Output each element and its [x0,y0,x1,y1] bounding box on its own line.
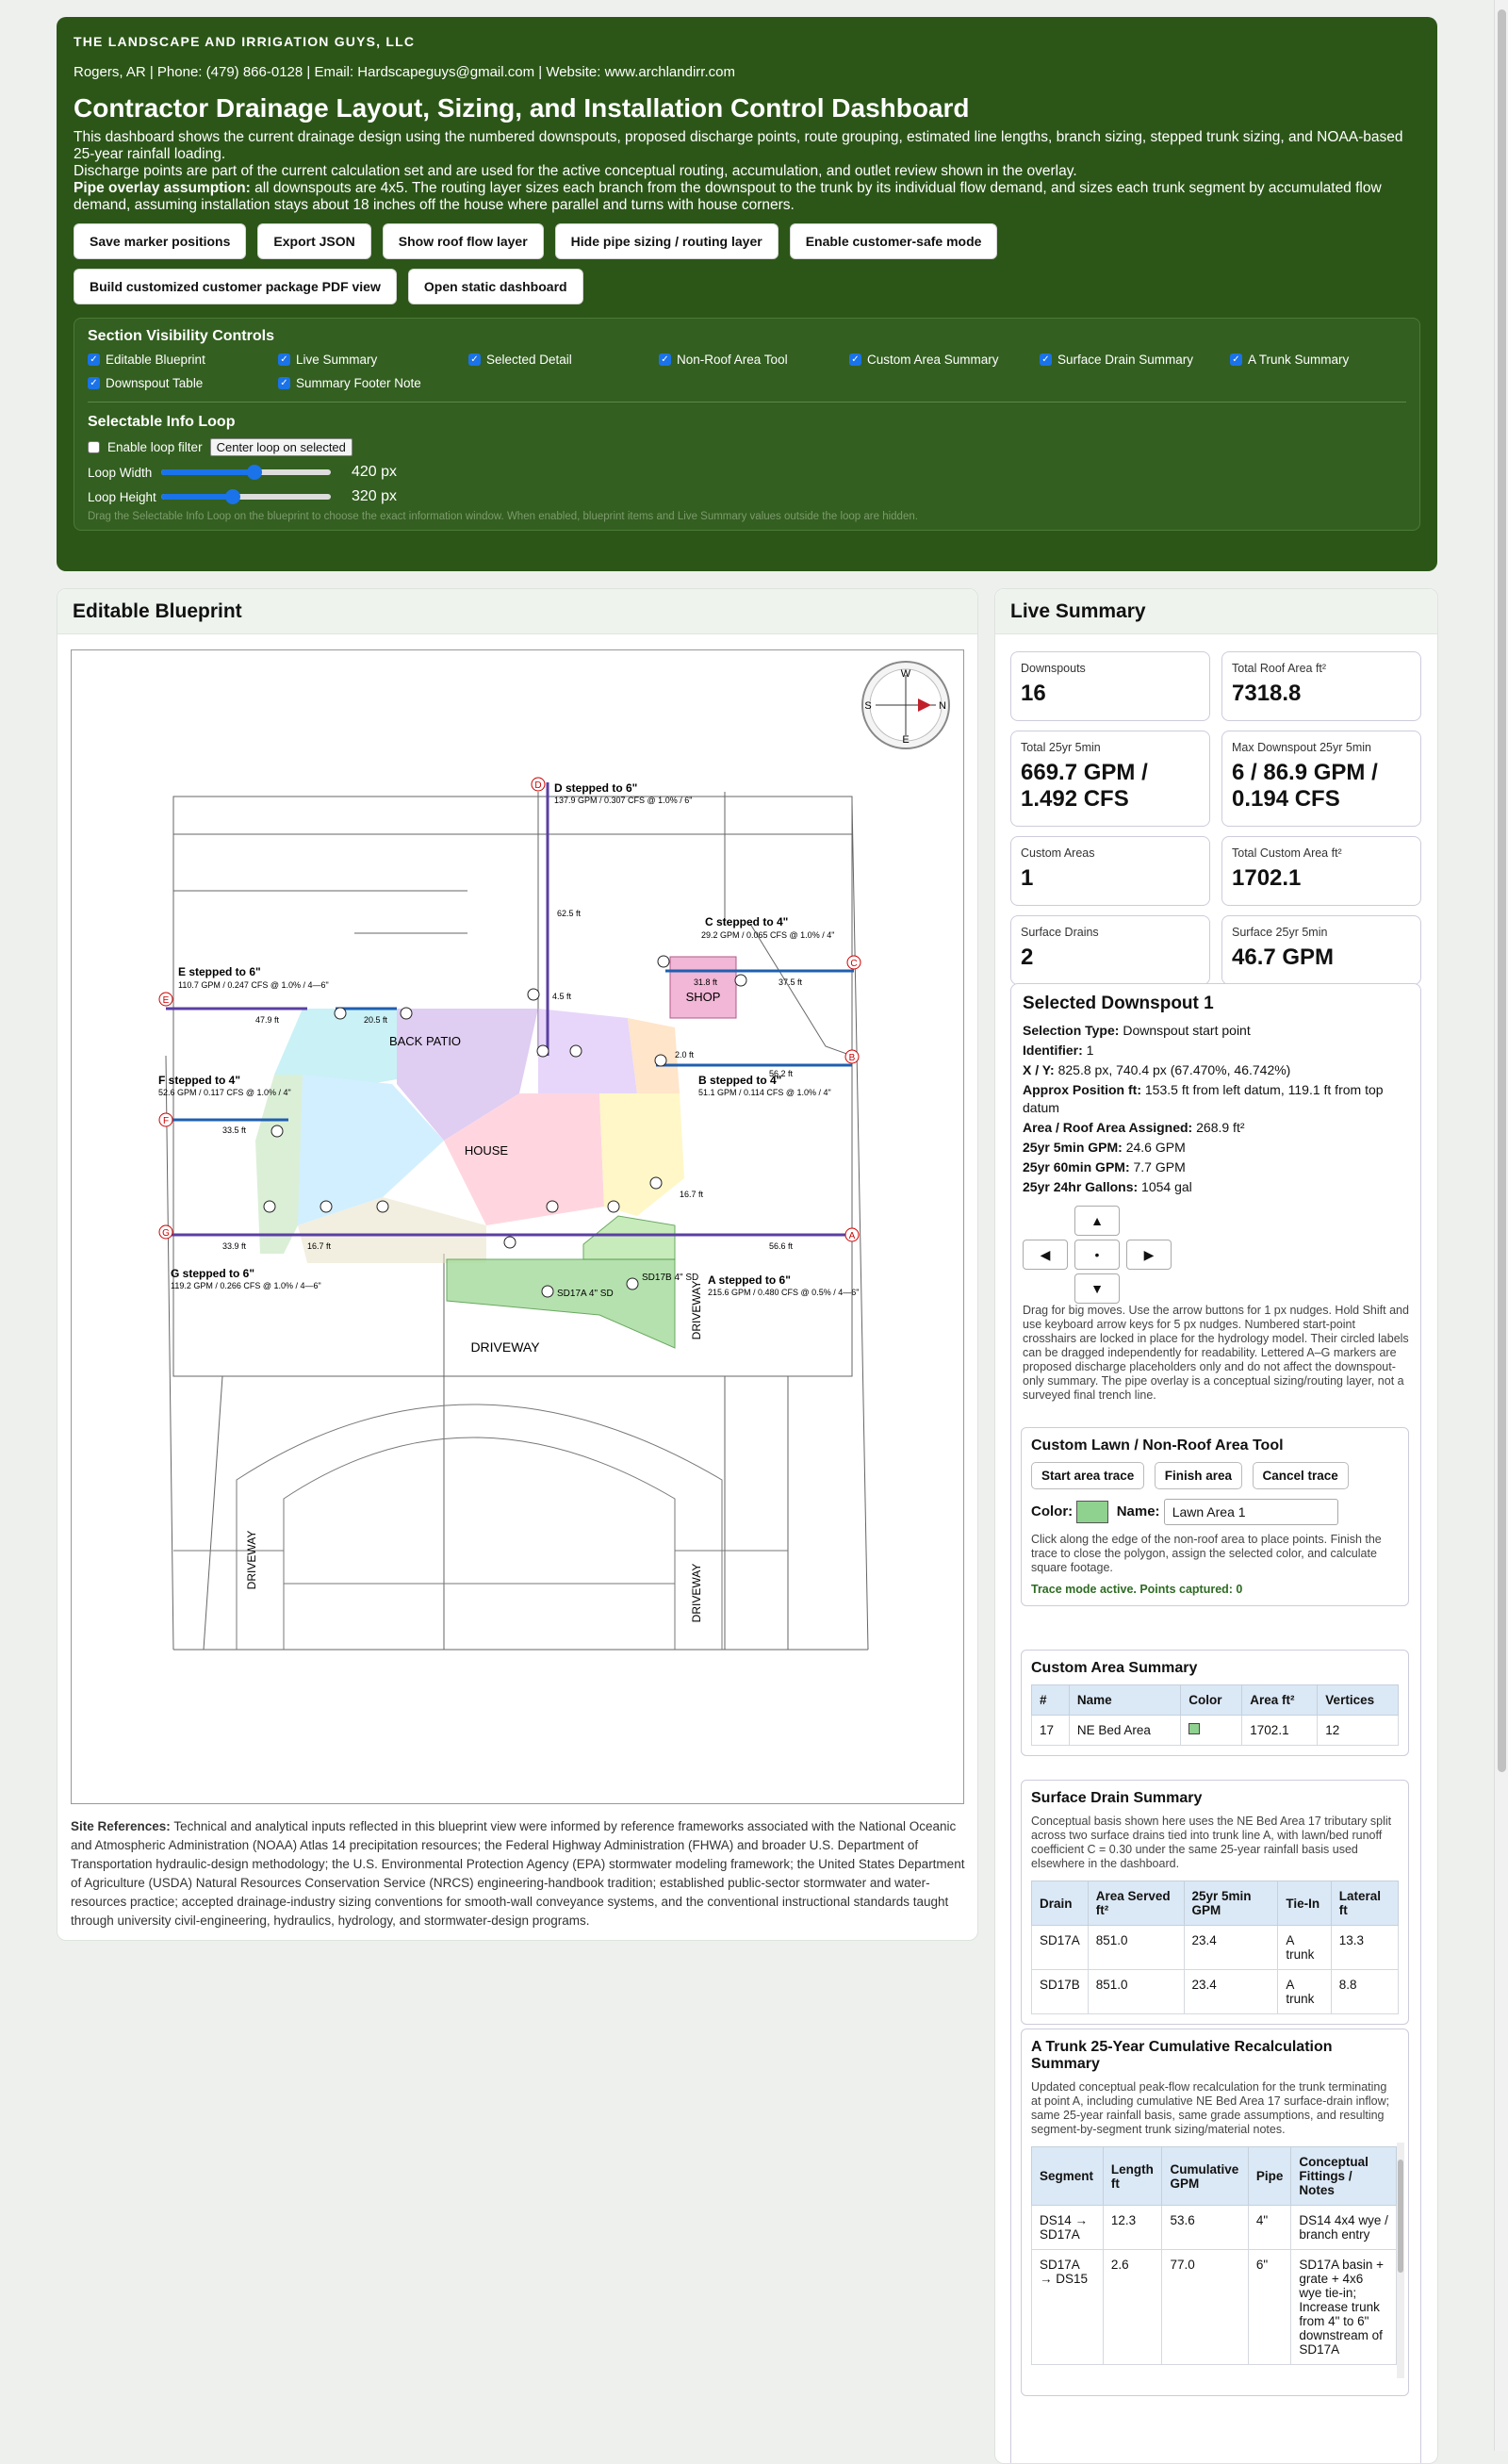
center-loop-button[interactable]: Center loop on selected [210,438,352,456]
dim-e1: 47.9 ft [255,1015,280,1025]
column-header: Pipe [1248,2147,1291,2206]
dim-g1: 33.9 ft [222,1241,247,1251]
trace-status: Trace mode active. Points captured: 0 [1031,1583,1243,1596]
shop-label: SHOP [685,990,721,1004]
trunk-e-title: E stepped to 6" [178,965,261,978]
table-cell: SD17B [1032,1970,1089,2014]
nudge-left-button[interactable]: ◀ [1023,1240,1068,1270]
sd17a-label: SD17A 4" SD [557,1289,614,1299]
live-summary-panel [994,588,1438,2464]
stat-value: 7318.8 [1232,681,1302,706]
table-cell: A trunk [1278,1970,1331,2014]
driveway-label-right-upper: DRIVEWAY [690,1280,703,1340]
a-trunk-note: Updated conceptual peak-flow recalculation for the trunk terminating at point A, including cumulative NE Bed Area 17 surface-drain inflow; same 25-year rainfall basis, same grade assumptions, and resulting segment-by-segment trunk sizing/material notes. [1031,2080,1390,2136]
dim-c1: 31.8 ft [694,977,718,987]
area-name-input[interactable]: Lawn Area 1 [1164,1499,1338,1525]
visibility-title: Section Visibility Controls [88,328,274,344]
dim-p2: 2.0 ft [675,1050,695,1060]
checkbox[interactable]: ✓ [1040,353,1052,366]
dim-c2: 37.5 ft [779,977,803,987]
table-row[interactable] [1032,2206,1397,2250]
detail-key: Area / Roof Area Assigned: [1023,1120,1193,1135]
svg-text:B: B [848,1053,856,1063]
table-row[interactable] [1032,2250,1397,2365]
detail-key: 25yr 24hr Gallons: [1023,1179,1139,1194]
dim-g2: 16.7 ft [307,1241,332,1251]
visibility-check-3[interactable] [659,353,849,367]
trunk-f-sub: 52.6 GPM / 0.117 CFS @ 1.0% / 4" [158,1088,291,1097]
area-tool-note: Click along the edge of the non-roof area to place points. Finish the trace to close the polygon, assign the selected color, and calculate square footage. [1031,1533,1382,1574]
table-cell: 6" [1248,2250,1291,2365]
references-text: Technical and analytical inputs reflected in this blueprint view were informed by reference frameworks associated with the National Oceanic and Atmospheric Administration (NOAA) Atlas 14 precipitation resources; the Federal Highway Administration (FHWA) and broader U.S. Department of Transportation hydraulic-design methodology; the U.S. Environmental Protection Agency (EPA) stormwater modeling framework; the United States Department of Agriculture (USDA) Natural Resources Conservation Service (NRCS) engineering-handbook tradition; established public-sector stormwater and water-resources practice; accepted drainage-industry sizing conventions for smooth-wall conveyance systems, and the conventional instructional standards taught through university civil-engineering, hydraulics, hydrology, and stormwater-design programs. [71,1819,965,1928]
stat-value: 1702.1 [1232,865,1302,891]
column-header: Lateral ft [1331,1881,1398,1926]
trunk-g-title: G stepped to 6" [171,1267,255,1280]
detail-row [1023,1042,1409,1060]
summary-stats [1010,651,1421,985]
dim-a2: 16.7 ft [680,1190,704,1199]
contact-line: Rogers, AR | Phone: (479) 866-0128 | Email: Hardscapeguys@gmail.com | Website: www.archlandirr.com [74,64,735,80]
stat-card [1010,731,1210,827]
detail-key: 25yr 60min GPM: [1023,1159,1130,1175]
house-label: HOUSE [464,1143,509,1158]
finish-area-button[interactable]: Finish area [1155,1462,1242,1489]
table-cell: SD17A → DS15 [1032,2250,1104,2365]
nudge-right-button[interactable]: ▶ [1126,1240,1172,1270]
loop-height-slider[interactable] [161,494,331,500]
a-trunk-title: A Trunk 25-Year Cumulative Recalculation Summary [1031,2039,1333,2072]
checkbox[interactable]: ✓ [659,353,671,366]
stat-label: Downspouts [1021,662,1086,675]
svg-text:E: E [162,995,170,1006]
description-1: This dashboard shows the current drainage design using the numbered downspouts, proposed discharge points, route grouping, estimated line lengths, branch sizing, stepped trunk sizing, and NOAA-based 25-year rainfall loading. [74,129,1403,162]
dim-e2: 20.5 ft [364,1015,388,1025]
table-cell: 13.3 [1331,1926,1398,1970]
column-header: Conceptual Fittings / Notes [1291,2147,1397,2206]
blueprint-svg[interactable] [72,650,965,1805]
name-label: Name: [1116,1503,1160,1519]
custom-area-summary-card [1021,1650,1409,1756]
stat-value: 16 [1021,681,1046,706]
detail-row [1023,1158,1409,1176]
description-2: Discharge points are part of the current calculation set and are used for the active conceptual routing, accumulation, and outlet review shown in the overlay. [74,163,1077,179]
pipe-assumption-label: Pipe overlay assumption: [74,180,251,196]
table-row[interactable] [1032,1926,1399,1970]
trunk-d-sub: 137.9 GPM / 0.307 CFS @ 1.0% / 6" [554,796,693,805]
checkbox-label: Summary Footer Note [296,376,421,390]
column-header: Vertices [1318,1685,1399,1716]
column-header: Length ft [1103,2147,1162,2206]
compass-icon [862,662,949,748]
column-header: Segment [1032,2147,1104,2206]
nudge-down-button[interactable]: ▼ [1074,1273,1120,1304]
stat-value: 669.7 GPM / 1.492 CFS [1021,760,1148,812]
shop-roof [670,957,736,1018]
detail-row [1023,1178,1409,1196]
checkbox-label: Non-Roof Area Tool [677,353,788,367]
stat-card [1221,731,1421,827]
detail-value: Downspout start point [1119,1023,1251,1038]
loop-width-slider[interactable] [161,469,331,475]
live-summary-title: Live Summary [995,589,1437,634]
custom-area-title: Custom Area Summary [1031,1660,1198,1676]
table-cell: 851.0 [1088,1926,1184,1970]
trunk-b-title: B stepped to 4" [698,1074,782,1087]
selected-detail-card [1010,983,1421,2464]
detail-value: 268.9 ft² [1192,1120,1245,1135]
ca-color [1181,1716,1242,1746]
detail-row [1023,1061,1409,1079]
loop-hint: Drag the Selectable Info Loop on the blueprint to choose the exact information window. When enabled, blueprint items and Live Summary values outside the loop are hidden. [88,511,918,522]
stat-value: 46.7 GPM [1232,945,1335,970]
stat-value: 6 / 86.9 GPM / 0.194 CFS [1232,760,1378,812]
detail-row [1023,1081,1409,1117]
driveway-label-left: DRIVEWAY [245,1530,258,1590]
stat-card [1010,915,1210,985]
surface-drain-card [1021,1780,1409,2025]
references-label: Site References: [71,1819,171,1833]
trunk-d-title: D stepped to 6" [554,781,638,795]
compass-north: N [939,700,946,712]
detail-value: 24.6 GPM [1122,1140,1186,1155]
stat-label: Total Custom Area ft² [1232,846,1342,860]
column-header: # [1032,1685,1070,1716]
svg-text:A: A [848,1231,856,1241]
column-header: 25yr 5min GPM [1184,1881,1278,1926]
visibility-controls [74,318,1420,531]
stat-card [1221,836,1421,906]
detail-row [1023,1139,1409,1157]
checkbox-label: Live Summary [296,353,378,367]
checkbox-label: Downspout Table [106,376,204,390]
compass-south: S [864,700,872,712]
loop-filter-label: Enable loop filter [107,440,203,454]
company-name: THE LANDSCAPE AND IRRIGATION GUYS, LLC [74,34,416,49]
checkbox[interactable]: ✓ [88,377,100,389]
stat-card [1221,651,1421,721]
start-trace-button[interactable]: Start area trace [1031,1462,1144,1489]
checkbox-label: Editable Blueprint [106,353,205,367]
ca-area: 1702.1 [1242,1716,1318,1746]
table-cell: SD17A basin + grate + 4x6 wye tie-in; Increase trunk from 4" to 6" downstream of SD17A [1291,2250,1397,2365]
surface-drain-note: Conceptual basis shown here uses the NE Bed Area 17 tributary split across two surface drains tied into trunk line A, with lawn/bed runoff coefficient C = 0.30 under the same 25-year rainfall basis used elsewhere in the dashboard. [1031,1815,1392,1870]
blueprint-canvas[interactable] [71,649,964,1804]
table-cell: 8.8 [1331,1970,1398,2014]
column-header: Area ft² [1242,1685,1318,1716]
visibility-check-0[interactable] [88,353,278,367]
detail-row [1023,1022,1409,1040]
checkbox[interactable]: ✓ [849,353,861,366]
selected-note: Drag for big moves. Use the arrow buttons for 1 px nudges. Hold Shift and use keyboard arrow keys for 5 px nudges. Numbered start-point crosshairs are locked in place for the hydrology model. Their circled labels can be dragged independently for readability. Lettered A–G markers are proposed discharge placeholders only and do not affect the downspout-only summary. The pipe overlay is a conceptual sizing/routing layer, not a surveyed final trench line. [1023,1304,1409,1402]
trunk-a-sub: 215.6 GPM / 0.480 CFS @ 0.5% / 4—6" [708,1288,860,1297]
loop-filter-checkbox[interactable] [88,441,100,453]
checkbox-label: Surface Drain Summary [1057,353,1194,367]
area-tool-title: Custom Lawn / Non-Roof Area Tool [1031,1437,1284,1454]
checkbox[interactable]: ✓ [278,377,290,389]
nudge-up-button[interactable]: ▲ [1074,1206,1120,1236]
hide-pipe-layer-button[interactable]: Hide pipe sizing / routing layer [555,223,779,259]
table-cell: 2.6 [1103,2250,1162,2365]
table-scrollbar[interactable] [1397,2143,1404,2378]
svg-text:F: F [162,1116,170,1126]
column-header: Cumulative GPM [1162,2147,1248,2206]
dim-f1: 33.5 ft [222,1125,247,1135]
build-pdf-button[interactable]: Build customized customer package PDF view [74,269,397,304]
ca-num: 17 [1032,1716,1070,1746]
lawn-area[interactable] [583,1216,675,1259]
svg-text:C: C [850,959,858,969]
trunk-b-sub: 51.1 GPM / 0.114 CFS @ 1.0% / 4" [698,1088,831,1097]
area-color-swatch[interactable] [1076,1501,1108,1523]
table-cell: SD17A [1032,1926,1089,1970]
blueprint-panel [57,588,978,1941]
visibility-check-6[interactable] [1230,353,1420,367]
svg-text:D: D [534,780,542,791]
compass-east: E [902,734,910,746]
table-cell: 53.6 [1162,2206,1248,2250]
table-cell: 4" [1248,2206,1291,2250]
checkbox-label: A Trunk Summary [1248,353,1350,367]
table-cell: A trunk [1278,1926,1331,1970]
loop-height-value: 320 px [352,488,398,504]
selected-title: Selected Downspout 1 [1023,994,1214,1013]
save-positions-button[interactable]: Save marker positions [74,223,246,259]
toolbar [74,223,1299,304]
visibility-check-4[interactable] [849,353,1040,367]
table-cell: 77.0 [1162,2250,1248,2365]
checkbox[interactable]: ✓ [468,353,481,366]
stat-label: Total Roof Area ft² [1232,662,1327,675]
visibility-check-1[interactable] [278,353,468,367]
trunk-g-sub: 119.2 GPM / 0.266 CFS @ 1.0% / 4—6" [171,1281,321,1290]
checkbox[interactable]: ✓ [278,353,290,366]
a-trunk-table [1031,2146,1397,2365]
detail-value: 7.7 GPM [1129,1159,1186,1175]
dim-b1: 56.2 ft [769,1069,794,1078]
table-cell: 851.0 [1088,1970,1184,2014]
surface-drain-title: Surface Drain Summary [1031,1790,1203,1806]
detail-key: 25yr 5min GPM: [1023,1140,1123,1155]
trunk-c-title: C stepped to 4" [705,915,789,928]
cancel-trace-button[interactable]: Cancel trace [1253,1462,1349,1489]
dim-p1: 4.5 ft [552,992,572,1001]
nudge-controls [1023,1198,1434,1296]
stat-card [1221,915,1421,985]
stat-card [1010,651,1210,721]
nudge-center-button[interactable]: • [1074,1240,1120,1270]
dashboard-header [57,17,1437,571]
trunk-f-title: F stepped to 4" [158,1074,241,1087]
compass-west: W [900,668,911,680]
checkbox[interactable]: ✓ [88,353,100,366]
column-header: Tie-In [1278,1881,1331,1926]
svg-text:G: G [162,1228,170,1239]
checkbox-label: Selected Detail [486,353,572,367]
checkbox[interactable]: ✓ [1230,353,1242,366]
trunk-a-title: A stepped to 6" [708,1273,791,1287]
a-trunk-card [1021,2029,1409,2396]
visibility-checklist [88,353,1406,390]
ca-name: NE Bed Area [1069,1716,1180,1746]
export-json-button[interactable]: Export JSON [257,223,370,259]
open-static-dashboard-button[interactable]: Open static dashboard [408,269,583,304]
checkbox-label: Custom Area Summary [867,353,999,367]
loop-title: Selectable Info Loop [88,414,236,430]
visibility-check-7[interactable] [88,376,278,390]
detail-key: Selection Type: [1023,1023,1120,1038]
detail-key: Identifier: [1023,1043,1083,1058]
table-cell: 12.3 [1103,2206,1162,2250]
table-cell: DS14 4x4 wye / branch entry [1291,2206,1397,2250]
stat-value: 1 [1021,865,1034,891]
back-patio-label: BACK PATIO [388,1034,462,1048]
customer-safe-mode-button[interactable]: Enable customer-safe mode [790,223,998,259]
stat-label: Custom Areas [1021,846,1095,860]
dim-a1: 56.6 ft [769,1241,794,1251]
stat-value: 2 [1021,945,1034,970]
stat-label: Total 25yr 5min [1021,741,1101,754]
show-roof-flow-button[interactable]: Show roof flow layer [383,223,544,259]
detail-row [1023,1119,1409,1137]
sd17b-label: SD17B 4" SD [642,1273,699,1283]
custom-area-table [1031,1684,1399,1746]
ne-bed-area[interactable] [447,1259,675,1348]
detail-value: 1054 gal [1138,1179,1192,1194]
visibility-check-5[interactable] [1040,353,1230,367]
ca-verts: 12 [1318,1716,1399,1746]
stat-label: Surface Drains [1021,926,1099,939]
table-row[interactable] [1032,1716,1399,1746]
column-header: Area Served ft² [1088,1881,1184,1926]
table-row[interactable] [1032,1970,1399,2014]
stat-label: Max Downspout 25yr 5min [1232,741,1371,754]
table-cell: 23.4 [1184,1926,1278,1970]
trunk-c-sub: 29.2 GPM / 0.065 CFS @ 1.0% / 4" [701,930,835,940]
detail-value: 1 [1082,1043,1094,1058]
surface-drain-table [1031,1881,1399,2014]
scrollbar-thumb[interactable] [1498,9,1506,1772]
loop-width-label: Loop Width [88,465,153,480]
pipe-assumption-text: all downspouts are 4x5. The routing layer sizes each branch from the downspout to the trunk by its individual flow demand, and sizes each trunk segment by accumulated flow demand, assuming installation stays about 18 inches off the house where parallel and turns with house corners. [74,180,1382,213]
driveway-label-center: DRIVEWAY [470,1339,540,1355]
site-references [71,1817,966,1930]
detail-key: X / Y: [1023,1062,1055,1077]
selected-details [1023,1022,1409,1196]
table-cell: 23.4 [1184,1970,1278,2014]
area-tool-card [1021,1427,1409,1606]
table-cell: DS14 → SD17A [1032,2206,1104,2250]
page-title: Contractor Drainage Layout, Sizing, and Installation Control Dashboard [74,93,970,123]
column-header: Drain [1032,1881,1089,1926]
detail-value: 153.5 ft from left datum, 119.1 ft from top datum [1023,1082,1384,1115]
blueprint-title: Editable Blueprint [57,589,977,634]
description-3 [74,180,1420,214]
detail-key: Approx Position ft: [1023,1082,1141,1097]
loop-width-value: 420 px [352,464,398,480]
page-scrollbar[interactable] [1494,0,1508,2451]
column-header: Name [1069,1685,1180,1716]
visibility-check-2[interactable] [468,353,659,367]
stat-label: Surface 25yr 5min [1232,926,1328,939]
trunk-e-sub: 110.7 GPM / 0.247 CFS @ 1.0% / 4—6" [178,980,329,990]
detail-value: 825.8 px, 740.4 px (67.470%, 46.742%) [1054,1062,1291,1077]
driveway-label-right: DRIVEWAY [690,1563,703,1623]
dim-d1: 62.5 ft [557,909,582,918]
stat-card [1010,836,1210,906]
loop-height-label: Loop Height [88,489,156,504]
color-label: Color: [1031,1503,1074,1519]
visibility-check-8[interactable] [278,376,468,390]
column-header: Color [1181,1685,1242,1716]
